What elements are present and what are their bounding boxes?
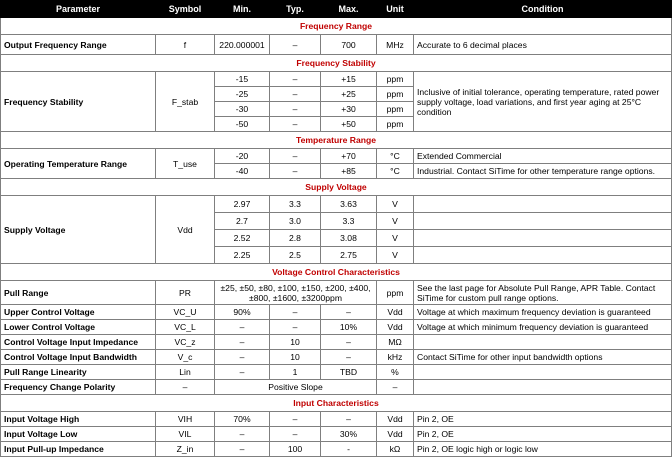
section-frequency-range: Frequency Range	[1, 18, 672, 35]
unit-cell: ppm	[377, 87, 414, 102]
min-cell: -30	[215, 102, 270, 117]
unit-cell: kΩ	[377, 442, 414, 457]
typ-cell: 2.5	[270, 247, 321, 264]
typ-cell: –	[270, 117, 321, 132]
param-cell: Upper Control Voltage	[1, 305, 156, 320]
unit-cell: Vdd	[377, 412, 414, 427]
param-cell: Pull Range	[1, 281, 156, 305]
condition-cell	[414, 365, 672, 380]
symbol-cell: VC_U	[156, 305, 215, 320]
typ-cell: 3.0	[270, 213, 321, 230]
typ-cell: –	[270, 412, 321, 427]
header-symbol: Symbol	[156, 1, 215, 18]
max-cell: +30	[321, 102, 377, 117]
header-typ: Typ.	[270, 1, 321, 18]
param-cell: Control Voltage Input Impedance	[1, 335, 156, 350]
condition-cell: Voltage at which maximum frequency deviation is guaranteed	[414, 305, 672, 320]
min-cell: –	[215, 442, 270, 457]
param-cell: Supply Voltage	[1, 196, 156, 264]
typ-cell: –	[270, 305, 321, 320]
typ-cell: –	[270, 102, 321, 117]
max-cell: 2.75	[321, 247, 377, 264]
max-cell: 3.63	[321, 196, 377, 213]
param-cell: Input Pull-up Impedance	[1, 442, 156, 457]
table-row	[1, 149, 672, 164]
max-cell: –	[321, 335, 377, 350]
max-cell: 3.3	[321, 213, 377, 230]
max-cell: +50	[321, 117, 377, 132]
condition-cell: Contact SiTime for other input bandwidth options	[414, 350, 672, 365]
table-row	[1, 380, 672, 395]
unit-cell: Vdd	[377, 305, 414, 320]
table-row	[1, 427, 672, 442]
param-cell: Lower Control Voltage	[1, 320, 156, 335]
table-row	[1, 281, 672, 305]
header-min: Min.	[215, 1, 270, 18]
min-cell: 2.7	[215, 213, 270, 230]
typ-cell: –	[270, 72, 321, 87]
max-cell: 700	[321, 35, 377, 55]
condition-cell: Inclusive of initial tolerance, operating temperature, rated power supply voltage, load variations, and first year aging at 25°C condition	[414, 72, 672, 132]
section-row	[1, 18, 672, 35]
table-row	[1, 320, 672, 335]
min-cell: -15	[215, 72, 270, 87]
symbol-cell: VC_z	[156, 335, 215, 350]
unit-cell: ppm	[377, 102, 414, 117]
unit-cell: ppm	[377, 281, 414, 305]
symbol-cell: Lin	[156, 365, 215, 380]
min-cell: -50	[215, 117, 270, 132]
min-cell: 70%	[215, 412, 270, 427]
min-cell: –	[215, 320, 270, 335]
table-row	[1, 335, 672, 350]
max-cell: –	[321, 305, 377, 320]
table-row	[1, 72, 672, 87]
param-cell: Pull Range Linearity	[1, 365, 156, 380]
symbol-cell: VIH	[156, 412, 215, 427]
unit-cell: V	[377, 247, 414, 264]
unit-cell: MΩ	[377, 335, 414, 350]
param-cell: Input Voltage High	[1, 412, 156, 427]
typ-cell: –	[270, 35, 321, 55]
max-cell: +85	[321, 164, 377, 179]
typ-cell: –	[270, 87, 321, 102]
condition-cell: Pin 2, OE logic high or logic low	[414, 442, 672, 457]
param-cell: Operating Temperature Range	[1, 149, 156, 179]
symbol-cell: T_use	[156, 149, 215, 179]
max-cell: -	[321, 442, 377, 457]
min-cell: 220.000001	[215, 35, 270, 55]
param-cell: Output Frequency Range	[1, 35, 156, 55]
typ-cell: 10	[270, 335, 321, 350]
section-row	[1, 132, 672, 149]
condition-cell: Pin 2, OE	[414, 412, 672, 427]
section-row	[1, 395, 672, 412]
typ-cell: 1	[270, 365, 321, 380]
min-cell: -40	[215, 164, 270, 179]
condition-cell: Voltage at which minimum frequency deviation is guaranteed	[414, 320, 672, 335]
table-row	[1, 196, 672, 213]
table-row	[1, 365, 672, 380]
param-cell: Input Voltage Low	[1, 427, 156, 442]
header-parameter: Parameter	[1, 1, 156, 18]
pull-range-values: ±25, ±50, ±80, ±100, ±150, ±200, ±400, ±800, ±1600, ±3200ppm	[215, 281, 377, 305]
typ-cell: –	[270, 320, 321, 335]
unit-cell: Vdd	[377, 427, 414, 442]
unit-cell: °C	[377, 164, 414, 179]
condition-cell	[414, 380, 672, 395]
min-cell: 2.52	[215, 230, 270, 247]
condition-cell	[414, 230, 672, 247]
unit-cell: %	[377, 365, 414, 380]
section-row	[1, 264, 672, 281]
param-cell: Frequency Change Polarity	[1, 380, 156, 395]
unit-cell: V	[377, 230, 414, 247]
max-cell: –	[321, 350, 377, 365]
section-row	[1, 55, 672, 72]
symbol-cell: Vdd	[156, 196, 215, 264]
unit-cell: °C	[377, 149, 414, 164]
min-cell: 90%	[215, 305, 270, 320]
section-voltage-control: Voltage Control Characteristics	[1, 264, 672, 281]
symbol-cell: VC_L	[156, 320, 215, 335]
unit-cell: V	[377, 213, 414, 230]
typ-cell: 10	[270, 350, 321, 365]
max-cell: +70	[321, 149, 377, 164]
symbol-cell: –	[156, 380, 215, 395]
unit-cell: ppm	[377, 117, 414, 132]
max-cell: TBD	[321, 365, 377, 380]
min-cell: 2.97	[215, 196, 270, 213]
header-unit: Unit	[377, 1, 414, 18]
min-cell: 2.25	[215, 247, 270, 264]
condition-cell: Industrial. Contact SiTime for other temperature range options.	[414, 164, 672, 179]
unit-cell: Vdd	[377, 320, 414, 335]
param-cell: Frequency Stability	[1, 72, 156, 132]
table-row	[1, 35, 672, 55]
section-temperature-range: Temperature Range	[1, 132, 672, 149]
condition-cell	[414, 247, 672, 264]
max-cell: 30%	[321, 427, 377, 442]
header-condition: Condition	[414, 1, 672, 18]
min-cell: -25	[215, 87, 270, 102]
min-cell: –	[215, 427, 270, 442]
max-cell: 3.08	[321, 230, 377, 247]
condition-cell: See the last page for Absolute Pull Range, APR Table. Contact SiTime for custom pull range options.	[414, 281, 672, 305]
condition-cell	[414, 335, 672, 350]
table-row	[1, 412, 672, 427]
condition-cell: Accurate to 6 decimal places	[414, 35, 672, 55]
section-supply-voltage: Supply Voltage	[1, 179, 672, 196]
unit-cell: ppm	[377, 72, 414, 87]
condition-cell	[414, 196, 672, 213]
section-input-characteristics: Input Characteristics	[1, 395, 672, 412]
header-max: Max.	[321, 1, 377, 18]
condition-cell: Extended Commercial	[414, 149, 672, 164]
unit-cell: MHz	[377, 35, 414, 55]
condition-cell: Pin 2, OE	[414, 427, 672, 442]
table-row	[1, 305, 672, 320]
table-row	[1, 350, 672, 365]
typ-cell: 2.8	[270, 230, 321, 247]
min-cell: –	[215, 335, 270, 350]
section-row	[1, 179, 672, 196]
min-cell: –	[215, 350, 270, 365]
unit-cell: –	[377, 380, 414, 395]
symbol-cell: PR	[156, 281, 215, 305]
symbol-cell: V_c	[156, 350, 215, 365]
unit-cell: kHz	[377, 350, 414, 365]
symbol-cell: f	[156, 35, 215, 55]
max-cell: +25	[321, 87, 377, 102]
min-cell: –	[215, 365, 270, 380]
unit-cell: V	[377, 196, 414, 213]
min-cell: -20	[215, 149, 270, 164]
table-row	[1, 442, 672, 457]
max-cell: –	[321, 412, 377, 427]
polarity-value: Positive Slope	[215, 380, 377, 395]
section-frequency-stability: Frequency Stability	[1, 55, 672, 72]
typ-cell: 3.3	[270, 196, 321, 213]
typ-cell: –	[270, 427, 321, 442]
symbol-cell: VIL	[156, 427, 215, 442]
param-cell: Control Voltage Input Bandwidth	[1, 350, 156, 365]
max-cell: +15	[321, 72, 377, 87]
condition-cell	[414, 213, 672, 230]
max-cell: 10%	[321, 320, 377, 335]
symbol-cell: F_stab	[156, 72, 215, 132]
typ-cell: –	[270, 164, 321, 179]
typ-cell: –	[270, 149, 321, 164]
symbol-cell: Z_in	[156, 442, 215, 457]
typ-cell: 100	[270, 442, 321, 457]
header-row	[1, 1, 672, 18]
